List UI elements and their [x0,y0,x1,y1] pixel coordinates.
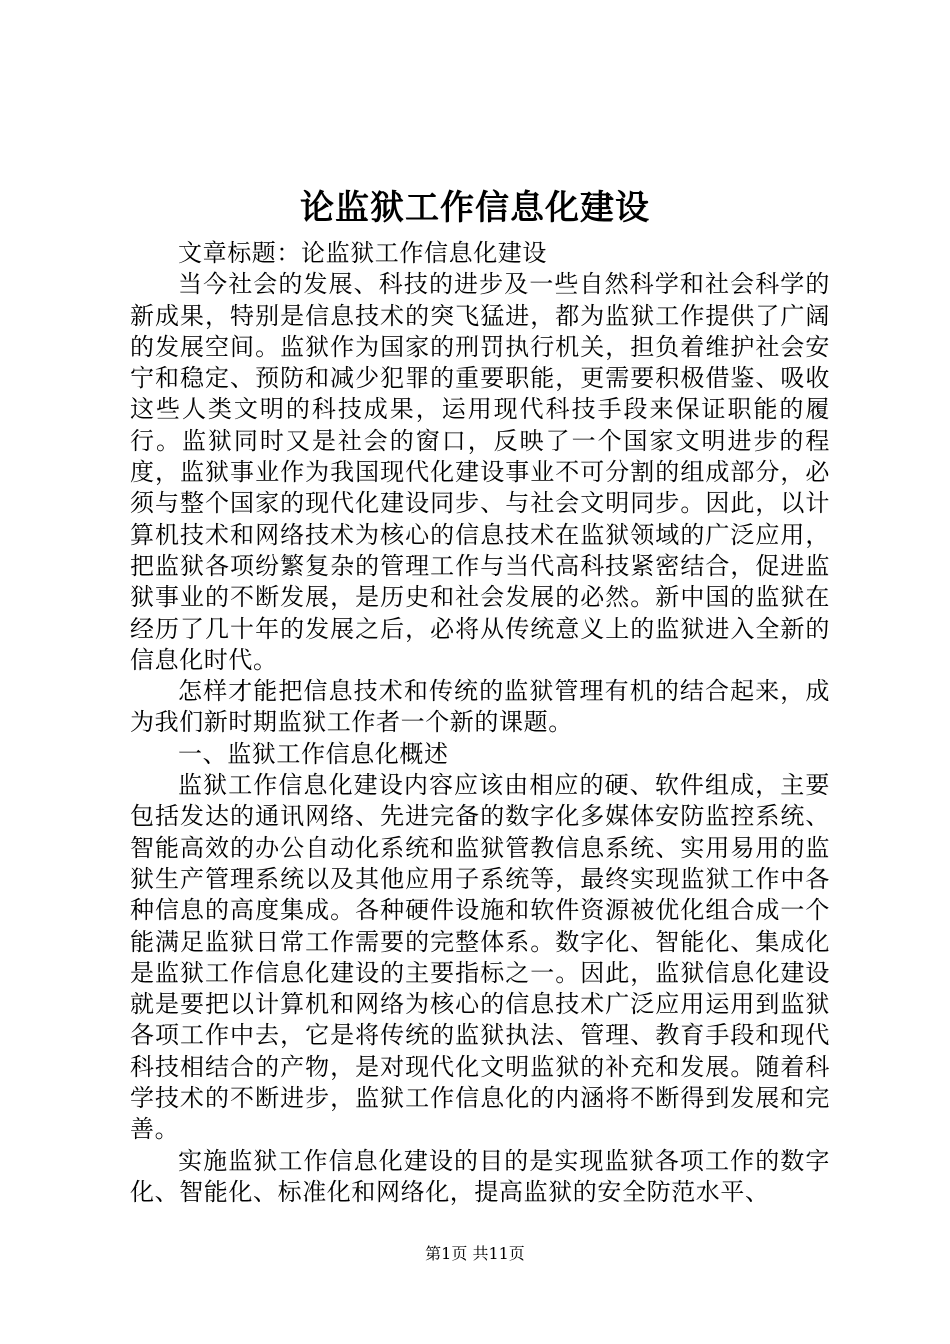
paragraph-overview: 监狱工作信息化建设内容应该由相应的硬、软件组成，主要包括发达的通讯网络、先进完备的数字化多媒体安防监控系统、智能高效的办公自动化系统和监狱管教信息系统、实用易用的监狱生产管理系统以及其他应用子系统等，最终实现监狱工作中各种信息的高度集成。各种硬件设施和软件资源被优化组合成一个能满足监狱日常工作需要的完整体系。数字化、智能化、集成化是监狱工作信息化建设的主要指标之一。因此，监狱信息化建设就是要把以计算机和网络为核心的信息技术广泛应用运用到监狱各项工作中去，它是将传统的监狱执法、管理、教育手段和现代科技相结合的产物，是对现代化文明监狱的补充和发展。随着科学技术的不断进步，监狱工作信息化的内涵将不断得到发展和完善。 [130,771,830,1144]
page-number-footer: 第1页 共11页 [425,1244,525,1263]
document-title: 论监狱工作信息化建设 [300,188,650,228]
paragraph-introduction: 当今社会的发展、科技的进步及一些自然科学和社会科学的新成果，特别是信息技术的突飞猛进，都为监狱工作提供了广阔的发展空间。监狱作为国家的刑罚执行机关，担负着维护社会安宁和稳定、预防和减少犯罪的重要职能，更需要积极借鉴、吸收这些人类文明的科技成果，运用现代科技手段来保证职能的履行。监狱同时又是社会的窗口，反映了一个国家文明进步的程度，监狱事业作为我国现代化建设事业不可分割的组成部分，必须与整个国家的现代化建设同步、与社会文明同步。因此，以计算机技术和网络技术为核心的信息技术在监狱领域的广泛应用，把监狱各项纷繁复杂的管理工作与当代高科技紧密结合，促进监狱事业的不断发展，是历史和社会发展的必然。新中国的监狱在经历了几十年的发展之后，必将从传统意义上的监狱进入全新的信息化时代。 [130,270,830,674]
section-heading-overview: 一、监狱工作信息化概述 [178,739,449,768]
paragraph-question: 怎样才能把信息技术和传统的监狱管理有机的结合起来，成为我们新时期监狱工作者一个新的课题。 [130,677,830,737]
paragraph-purpose: 实施监狱工作信息化建设的目的是实现监狱各项工作的数字化、智能化、标准化和网络化，提高监狱的安全防范水平、 [130,1146,830,1206]
paragraph-article-title: 文章标题：论监狱工作信息化建设 [178,239,547,267]
document-body [130,238,830,1208]
